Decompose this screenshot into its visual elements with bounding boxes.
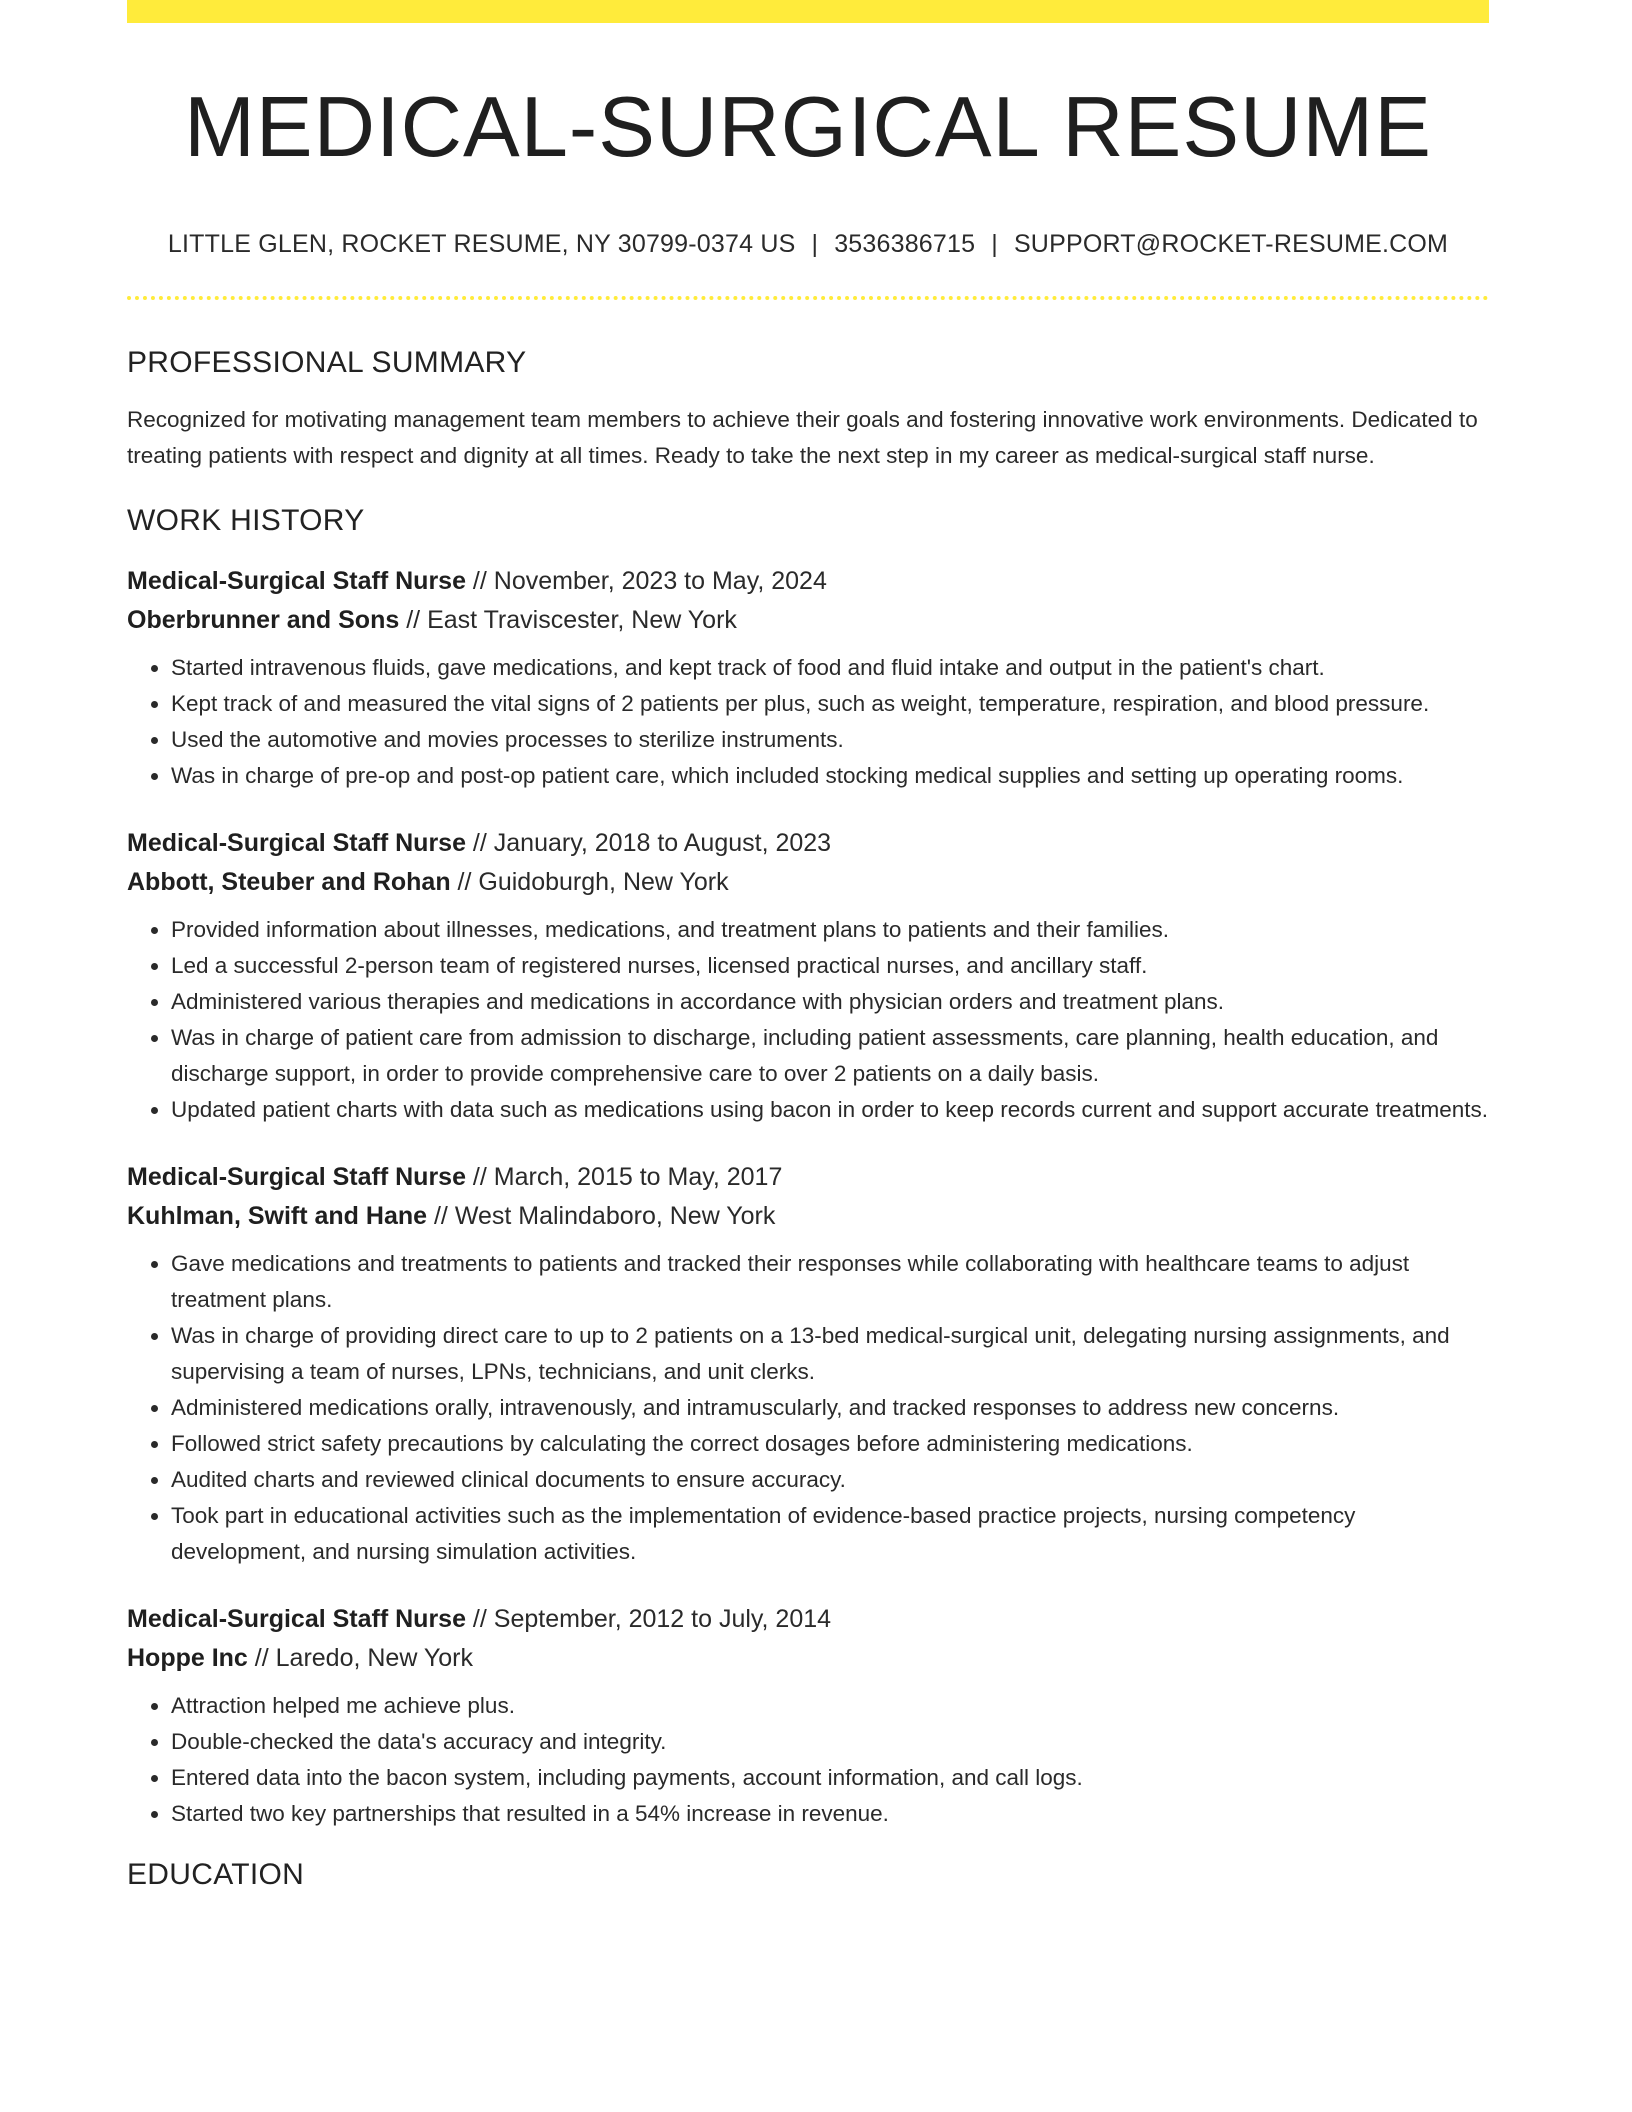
resume-title: MEDICAL-SURGICAL RESUME bbox=[184, 80, 1432, 175]
list-item: • Administered medications orally, intravenously, and intramuscularly, and tracked responses to address new concerns. bbox=[171, 1390, 1489, 1426]
contact-line bbox=[127, 230, 1489, 259]
contact-separator: | bbox=[811, 230, 819, 259]
list-item: • Entered data into the bacon system, including payments, account information, and call logs. bbox=[171, 1760, 1489, 1796]
job-duties-list bbox=[127, 650, 1489, 794]
job-divider: // bbox=[465, 567, 494, 596]
section-title-education: EDUCATION bbox=[127, 1858, 305, 1892]
list-item: • Updated patient charts with data such as medications using bacon in order to keep records current and support accurate treatments. bbox=[171, 1092, 1489, 1128]
job-role-line bbox=[127, 1600, 1489, 1639]
job-divider: // bbox=[450, 868, 479, 897]
list-item: • Was in charge of providing direct care to up to 2 patients on a 13-bed medical-surgical unit, delegating nursing assignments, and supervising a team of nurses, LPNs, technicians, and unit clerks. bbox=[171, 1318, 1489, 1390]
section-title-work-history: WORK HISTORY bbox=[127, 504, 365, 538]
list-item: • Took part in educational activities such as the implementation of evidence-based practice projects, nursing competency development, and nursing simulation activities. bbox=[171, 1498, 1489, 1570]
job-divider: // bbox=[465, 829, 494, 858]
job-entry bbox=[127, 562, 1489, 794]
job-dates: November, 2023 to May, 2024 bbox=[493, 567, 827, 596]
contact-email[interactable]: SUPPORT@ROCKET-RESUME.COM bbox=[1013, 230, 1449, 259]
accent-top-bar bbox=[127, 0, 1489, 23]
section-title-summary: PROFESSIONAL SUMMARY bbox=[127, 346, 527, 380]
job-dates: September, 2012 to July, 2014 bbox=[493, 1605, 832, 1634]
list-item: • Started intravenous fluids, gave medications, and kept track of food and fluid intake and output in the patient's chart. bbox=[171, 650, 1489, 686]
job-role-line bbox=[127, 1158, 1489, 1197]
job-divider: // bbox=[465, 1163, 494, 1192]
job-role-line bbox=[127, 824, 1489, 863]
list-item: • Followed strict safety precautions by calculating the correct dosages before administering medications. bbox=[171, 1426, 1489, 1462]
job-location: Guidoburgh, New York bbox=[478, 868, 729, 897]
work-history-list bbox=[127, 562, 1489, 1832]
summary-text: Recognized for motivating management team members to achieve their goals and fostering innovative work environments. Dedicated to treating patients with respect and dignity at all times. Ready to take the next step in my career as medical-surgical staff nurse. bbox=[127, 407, 1478, 469]
job-company-line bbox=[127, 1639, 1489, 1678]
list-item: • Administered various therapies and medications in accordance with physician orders and treatment plans. bbox=[171, 984, 1489, 1020]
job-location: West Malindaboro, New York bbox=[454, 1202, 776, 1231]
job-duties-list bbox=[127, 1688, 1489, 1832]
job-company: Kuhlman, Swift and Hane bbox=[127, 1202, 428, 1231]
job-company-line bbox=[127, 601, 1489, 640]
job-company: Oberbrunner and Sons bbox=[127, 606, 400, 635]
list-item: • Was in charge of pre-op and post-op patient care, which included stocking medical supplies and setting up operating rooms. bbox=[171, 758, 1489, 794]
job-dates: January, 2018 to August, 2023 bbox=[493, 829, 832, 858]
job-entry bbox=[127, 1600, 1489, 1832]
list-item: • Audited charts and reviewed clinical documents to ensure accuracy. bbox=[171, 1462, 1489, 1498]
job-company-line bbox=[127, 863, 1489, 902]
contact-separator: | bbox=[991, 230, 998, 259]
job-location: Laredo, New York bbox=[275, 1644, 473, 1673]
job-role: Medical-Surgical Staff Nurse bbox=[127, 1605, 466, 1634]
list-item: • Kept track of and measured the vital signs of 2 patients per plus, such as weight, temperature, respiration, and blood pressure. bbox=[171, 686, 1489, 722]
list-item: • Gave medications and treatments to patients and tracked their responses while collaborating with healthcare teams to adjust treatment plans. bbox=[171, 1246, 1489, 1318]
job-dates: March, 2015 to May, 2017 bbox=[493, 1163, 783, 1192]
job-divider: // bbox=[399, 606, 428, 635]
job-duties-list bbox=[127, 912, 1489, 1128]
job-entry bbox=[127, 824, 1489, 1128]
job-entry bbox=[127, 1158, 1489, 1570]
list-item: • Attraction helped me achieve plus. bbox=[171, 1688, 1489, 1724]
job-role-line bbox=[127, 562, 1489, 601]
contact-phone[interactable]: 3536386715 bbox=[834, 230, 976, 259]
job-divider: // bbox=[427, 1202, 455, 1231]
contact-address: LITTLE GLEN, ROCKET RESUME, NY 30799-0374 US bbox=[167, 230, 796, 259]
job-duties-list bbox=[127, 1246, 1489, 1570]
job-location: East Traviscester, New York bbox=[427, 606, 737, 635]
dotted-divider bbox=[127, 296, 1489, 300]
job-company-line bbox=[127, 1197, 1489, 1236]
list-item: • Was in charge of patient care from admission to discharge, including patient assessments, care planning, health education, and discharge support, in order to provide comprehensive care to over 2 patients on a daily basis. bbox=[171, 1020, 1489, 1092]
list-item: • Led a successful 2-person team of registered nurses, licensed practical nurses, and ancillary staff. bbox=[171, 948, 1489, 984]
job-company: Hoppe Inc bbox=[127, 1644, 248, 1673]
resume-page bbox=[127, 0, 1489, 1892]
job-divider: // bbox=[465, 1605, 494, 1634]
list-item: • Double-checked the data's accuracy and integrity. bbox=[171, 1724, 1489, 1760]
job-divider: // bbox=[247, 1644, 276, 1673]
list-item: • Used the automotive and movies processes to sterilize instruments. bbox=[171, 722, 1489, 758]
job-role: Medical-Surgical Staff Nurse bbox=[127, 567, 466, 596]
job-role: Medical-Surgical Staff Nurse bbox=[127, 1163, 466, 1192]
job-role: Medical-Surgical Staff Nurse bbox=[127, 829, 466, 858]
list-item: • Started two key partnerships that resulted in a 54% increase in revenue. bbox=[171, 1796, 1489, 1832]
job-company: Abbott, Steuber and Rohan bbox=[127, 868, 451, 897]
list-item: • Provided information about illnesses, medications, and treatment plans to patients and their families. bbox=[171, 912, 1489, 948]
